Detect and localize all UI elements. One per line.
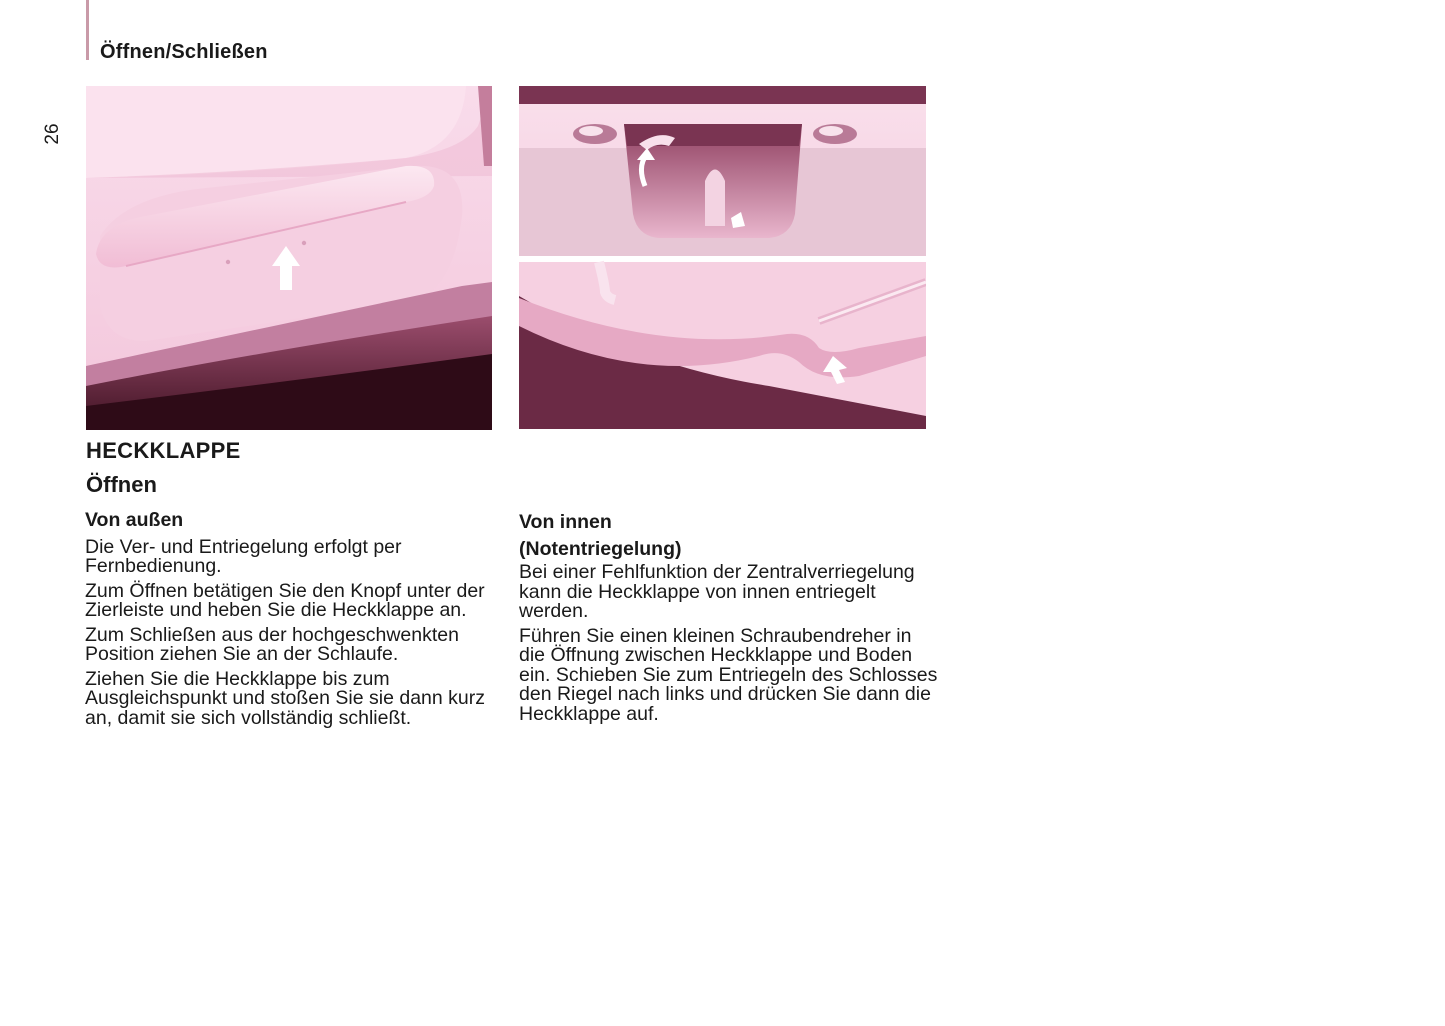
right-text-column (519, 513, 939, 729)
right-column-subheading: (Notentriegelung) (519, 537, 682, 560)
paragraph: Zum Öffnen betätigen Sie den Knopf unter der Zierleiste und heben Sie die Heckklappe an. (85, 579, 485, 621)
section-subtitle: Öffnen (86, 472, 157, 497)
tailgate-handle-illustration (86, 86, 492, 430)
paragraph: Ziehen Sie die Heckklappe bis zum Ausgleichspunkt und stoßen Sie sie dann kurz an, damit sie sich vollständig schließt. (85, 667, 485, 729)
paragraph: Zum Schließen aus der hochgeschwenkten Position ziehen Sie an der Schlaufe. (85, 623, 459, 665)
left-text-column (85, 511, 505, 733)
emergency-unlock-illustration (519, 86, 926, 429)
header-accent-bar (86, 0, 89, 60)
page-header-title: Öffnen/Schließen (100, 41, 268, 63)
paragraph: Führen Sie einen kleinen Schraubendreher in die Öffnung zwischen Heckklappe und Boden ein. Schieben Sie zum Entriegeln des Schlosses den Riegel nach links und drücken Sie dann die Heckklappe auf. (519, 624, 938, 725)
left-column-heading: Von außen (85, 509, 184, 531)
paragraph: Bei einer Fehlfunktion der Zentralverriegelung kann die Heckklappe von innen entriegelt werden. (519, 561, 915, 622)
right-column-heading: Von innen (519, 511, 612, 533)
paragraph: Die Ver- und Entriegelung erfolgt per Fernbedienung. (85, 535, 402, 577)
section-title: HECKKLAPPE (86, 438, 241, 463)
page-number: 26 (42, 123, 63, 145)
